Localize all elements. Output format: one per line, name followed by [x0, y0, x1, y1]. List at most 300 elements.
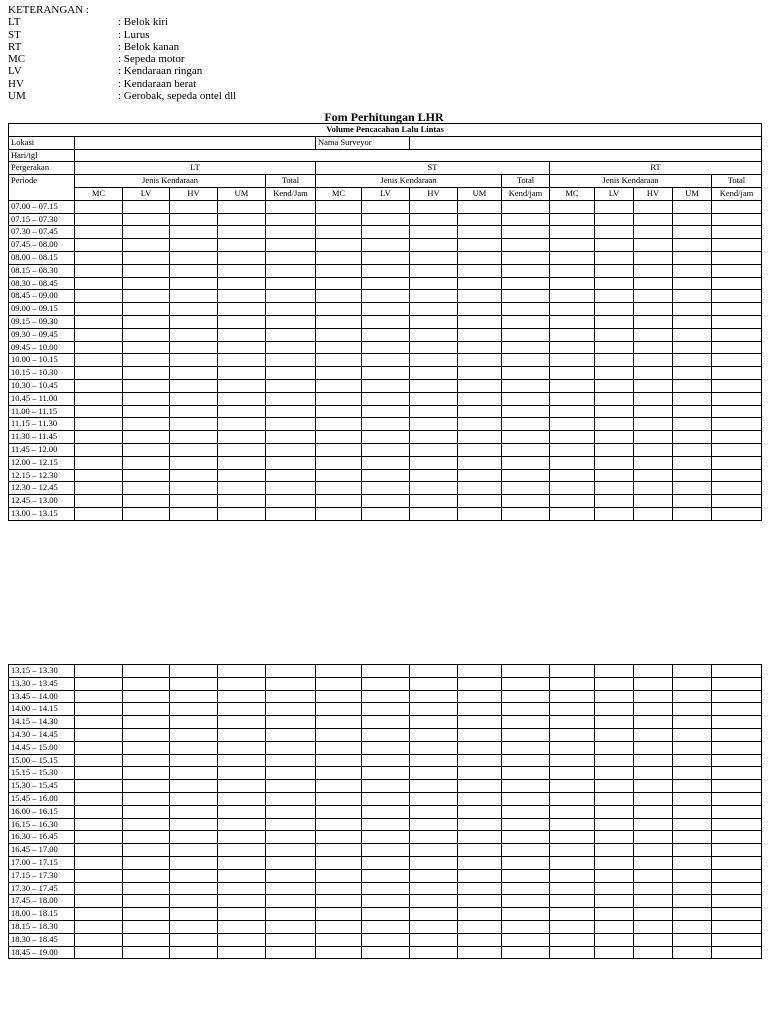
count-cell[interactable]	[123, 367, 170, 380]
count-cell[interactable]	[170, 767, 218, 780]
count-cell[interactable]	[550, 716, 595, 729]
count-cell[interactable]	[595, 200, 634, 213]
count-cell[interactable]	[170, 495, 218, 508]
count-cell[interactable]	[595, 315, 634, 328]
count-cell[interactable]	[123, 933, 170, 946]
count-cell[interactable]	[458, 844, 502, 857]
count-cell[interactable]	[218, 933, 266, 946]
count-cell[interactable]	[458, 200, 502, 213]
count-cell[interactable]	[458, 456, 502, 469]
count-cell[interactable]	[712, 844, 762, 857]
count-cell[interactable]	[673, 200, 712, 213]
count-cell[interactable]	[170, 264, 218, 277]
count-cell[interactable]	[266, 767, 316, 780]
count-cell[interactable]	[362, 507, 410, 520]
count-cell[interactable]	[266, 431, 316, 444]
count-cell[interactable]	[502, 354, 550, 367]
count-cell[interactable]	[673, 792, 712, 805]
count-cell[interactable]	[673, 818, 712, 831]
count-cell[interactable]	[410, 495, 458, 508]
count-cell[interactable]	[550, 341, 595, 354]
count-cell[interactable]	[458, 328, 502, 341]
count-cell[interactable]	[170, 328, 218, 341]
count-cell[interactable]	[218, 703, 266, 716]
count-cell[interactable]	[595, 677, 634, 690]
count-cell[interactable]	[362, 920, 410, 933]
count-cell[interactable]	[218, 341, 266, 354]
count-cell[interactable]	[502, 728, 550, 741]
count-cell[interactable]	[502, 315, 550, 328]
count-cell[interactable]	[595, 665, 634, 678]
count-cell[interactable]	[170, 277, 218, 290]
count-cell[interactable]	[458, 728, 502, 741]
count-cell[interactable]	[634, 946, 673, 959]
count-cell[interactable]	[502, 303, 550, 316]
count-cell[interactable]	[170, 239, 218, 252]
count-cell[interactable]	[458, 767, 502, 780]
count-cell[interactable]	[673, 443, 712, 456]
count-cell[interactable]	[673, 495, 712, 508]
count-cell[interactable]	[218, 469, 266, 482]
count-cell[interactable]	[75, 716, 123, 729]
count-cell[interactable]	[550, 367, 595, 380]
count-cell[interactable]	[595, 354, 634, 367]
count-cell[interactable]	[550, 405, 595, 418]
count-cell[interactable]	[316, 818, 362, 831]
count-cell[interactable]	[75, 780, 123, 793]
count-cell[interactable]	[170, 418, 218, 431]
count-cell[interactable]	[712, 264, 762, 277]
count-cell[interactable]	[75, 767, 123, 780]
count-cell[interactable]	[362, 200, 410, 213]
count-cell[interactable]	[75, 665, 123, 678]
count-cell[interactable]	[123, 908, 170, 921]
count-cell[interactable]	[458, 443, 502, 456]
count-cell[interactable]	[410, 264, 458, 277]
count-cell[interactable]	[266, 251, 316, 264]
count-cell[interactable]	[362, 418, 410, 431]
count-cell[interactable]	[170, 856, 218, 869]
count-cell[interactable]	[218, 767, 266, 780]
count-cell[interactable]	[673, 277, 712, 290]
count-cell[interactable]	[123, 920, 170, 933]
count-cell[interactable]	[316, 805, 362, 818]
count-cell[interactable]	[75, 507, 123, 520]
count-cell[interactable]	[410, 315, 458, 328]
count-cell[interactable]	[123, 226, 170, 239]
count-cell[interactable]	[634, 754, 673, 767]
count-cell[interactable]	[218, 431, 266, 444]
count-cell[interactable]	[550, 933, 595, 946]
count-cell[interactable]	[362, 792, 410, 805]
count-cell[interactable]	[362, 379, 410, 392]
count-cell[interactable]	[266, 690, 316, 703]
count-cell[interactable]	[123, 431, 170, 444]
count-cell[interactable]	[712, 482, 762, 495]
count-cell[interactable]	[75, 251, 123, 264]
count-cell[interactable]	[712, 379, 762, 392]
count-cell[interactable]	[595, 741, 634, 754]
count-cell[interactable]	[316, 341, 362, 354]
count-cell[interactable]	[316, 920, 362, 933]
count-cell[interactable]	[316, 354, 362, 367]
count-cell[interactable]	[712, 277, 762, 290]
count-cell[interactable]	[458, 341, 502, 354]
count-cell[interactable]	[673, 354, 712, 367]
count-cell[interactable]	[266, 418, 316, 431]
count-cell[interactable]	[634, 328, 673, 341]
count-cell[interactable]	[316, 456, 362, 469]
count-cell[interactable]	[123, 690, 170, 703]
count-cell[interactable]	[123, 703, 170, 716]
count-cell[interactable]	[75, 264, 123, 277]
count-cell[interactable]	[75, 690, 123, 703]
count-cell[interactable]	[673, 456, 712, 469]
count-cell[interactable]	[458, 226, 502, 239]
count-cell[interactable]	[634, 741, 673, 754]
count-cell[interactable]	[712, 780, 762, 793]
count-cell[interactable]	[634, 665, 673, 678]
count-cell[interactable]	[316, 239, 362, 252]
count-cell[interactable]	[218, 418, 266, 431]
count-cell[interactable]	[673, 367, 712, 380]
count-cell[interactable]	[673, 379, 712, 392]
count-cell[interactable]	[362, 277, 410, 290]
count-cell[interactable]	[673, 767, 712, 780]
count-cell[interactable]	[502, 226, 550, 239]
count-cell[interactable]	[362, 882, 410, 895]
count-cell[interactable]	[362, 690, 410, 703]
count-cell[interactable]	[550, 200, 595, 213]
count-cell[interactable]	[218, 226, 266, 239]
count-cell[interactable]	[712, 213, 762, 226]
count-cell[interactable]	[170, 920, 218, 933]
count-cell[interactable]	[712, 882, 762, 895]
count-cell[interactable]	[550, 856, 595, 869]
count-cell[interactable]	[634, 767, 673, 780]
count-cell[interactable]	[550, 482, 595, 495]
count-cell[interactable]	[550, 290, 595, 303]
count-cell[interactable]	[502, 443, 550, 456]
count-cell[interactable]	[218, 716, 266, 729]
count-cell[interactable]	[266, 741, 316, 754]
count-cell[interactable]	[362, 767, 410, 780]
count-cell[interactable]	[123, 379, 170, 392]
count-cell[interactable]	[266, 677, 316, 690]
count-cell[interactable]	[502, 392, 550, 405]
count-cell[interactable]	[170, 290, 218, 303]
count-cell[interactable]	[170, 341, 218, 354]
count-cell[interactable]	[673, 754, 712, 767]
count-cell[interactable]	[362, 264, 410, 277]
count-cell[interactable]	[410, 818, 458, 831]
count-cell[interactable]	[595, 895, 634, 908]
count-cell[interactable]	[502, 251, 550, 264]
count-cell[interactable]	[634, 818, 673, 831]
count-cell[interactable]	[218, 728, 266, 741]
count-cell[interactable]	[410, 792, 458, 805]
count-cell[interactable]	[170, 354, 218, 367]
count-cell[interactable]	[266, 456, 316, 469]
count-cell[interactable]	[362, 677, 410, 690]
count-cell[interactable]	[712, 200, 762, 213]
count-cell[interactable]	[634, 844, 673, 857]
count-cell[interactable]	[218, 895, 266, 908]
count-cell[interactable]	[550, 882, 595, 895]
count-cell[interactable]	[316, 251, 362, 264]
count-cell[interactable]	[502, 869, 550, 882]
count-cell[interactable]	[410, 200, 458, 213]
count-cell[interactable]	[316, 405, 362, 418]
count-cell[interactable]	[458, 665, 502, 678]
count-cell[interactable]	[550, 469, 595, 482]
count-cell[interactable]	[550, 754, 595, 767]
count-cell[interactable]	[410, 379, 458, 392]
count-cell[interactable]	[75, 379, 123, 392]
count-cell[interactable]	[502, 920, 550, 933]
count-cell[interactable]	[712, 290, 762, 303]
count-cell[interactable]	[634, 200, 673, 213]
count-cell[interactable]	[458, 920, 502, 933]
count-cell[interactable]	[410, 367, 458, 380]
count-cell[interactable]	[123, 443, 170, 456]
count-cell[interactable]	[634, 303, 673, 316]
count-cell[interactable]	[410, 392, 458, 405]
count-cell[interactable]	[218, 482, 266, 495]
count-cell[interactable]	[550, 354, 595, 367]
count-cell[interactable]	[458, 303, 502, 316]
count-cell[interactable]	[634, 933, 673, 946]
count-cell[interactable]	[316, 869, 362, 882]
count-cell[interactable]	[712, 665, 762, 678]
count-cell[interactable]	[458, 690, 502, 703]
count-cell[interactable]	[170, 728, 218, 741]
count-cell[interactable]	[502, 818, 550, 831]
count-cell[interactable]	[410, 213, 458, 226]
count-cell[interactable]	[712, 495, 762, 508]
lokasi-input[interactable]	[75, 136, 316, 149]
count-cell[interactable]	[502, 418, 550, 431]
count-cell[interactable]	[458, 792, 502, 805]
count-cell[interactable]	[410, 780, 458, 793]
count-cell[interactable]	[75, 831, 123, 844]
count-cell[interactable]	[410, 239, 458, 252]
count-cell[interactable]	[316, 303, 362, 316]
count-cell[interactable]	[75, 677, 123, 690]
count-cell[interactable]	[458, 780, 502, 793]
count-cell[interactable]	[634, 920, 673, 933]
count-cell[interactable]	[410, 482, 458, 495]
count-cell[interactable]	[218, 354, 266, 367]
count-cell[interactable]	[218, 792, 266, 805]
count-cell[interactable]	[362, 805, 410, 818]
count-cell[interactable]	[123, 946, 170, 959]
count-cell[interactable]	[266, 482, 316, 495]
count-cell[interactable]	[123, 665, 170, 678]
count-cell[interactable]	[502, 882, 550, 895]
count-cell[interactable]	[75, 213, 123, 226]
count-cell[interactable]	[123, 882, 170, 895]
count-cell[interactable]	[673, 703, 712, 716]
count-cell[interactable]	[410, 303, 458, 316]
count-cell[interactable]	[410, 920, 458, 933]
count-cell[interactable]	[218, 264, 266, 277]
count-cell[interactable]	[266, 507, 316, 520]
count-cell[interactable]	[502, 328, 550, 341]
count-cell[interactable]	[595, 703, 634, 716]
count-cell[interactable]	[316, 690, 362, 703]
count-cell[interactable]	[266, 354, 316, 367]
count-cell[interactable]	[712, 405, 762, 418]
count-cell[interactable]	[316, 844, 362, 857]
count-cell[interactable]	[712, 716, 762, 729]
count-cell[interactable]	[170, 690, 218, 703]
count-cell[interactable]	[410, 895, 458, 908]
count-cell[interactable]	[595, 495, 634, 508]
count-cell[interactable]	[218, 831, 266, 844]
count-cell[interactable]	[316, 895, 362, 908]
count-cell[interactable]	[123, 507, 170, 520]
count-cell[interactable]	[595, 882, 634, 895]
count-cell[interactable]	[362, 290, 410, 303]
count-cell[interactable]	[634, 367, 673, 380]
count-cell[interactable]	[170, 792, 218, 805]
count-cell[interactable]	[123, 482, 170, 495]
count-cell[interactable]	[458, 290, 502, 303]
count-cell[interactable]	[634, 895, 673, 908]
count-cell[interactable]	[266, 469, 316, 482]
count-cell[interactable]	[123, 780, 170, 793]
count-cell[interactable]	[266, 379, 316, 392]
count-cell[interactable]	[712, 443, 762, 456]
count-cell[interactable]	[362, 754, 410, 767]
count-cell[interactable]	[458, 367, 502, 380]
count-cell[interactable]	[170, 908, 218, 921]
count-cell[interactable]	[410, 665, 458, 678]
count-cell[interactable]	[362, 443, 410, 456]
count-cell[interactable]	[502, 482, 550, 495]
count-cell[interactable]	[550, 226, 595, 239]
count-cell[interactable]	[410, 290, 458, 303]
count-cell[interactable]	[362, 946, 410, 959]
count-cell[interactable]	[218, 677, 266, 690]
count-cell[interactable]	[266, 716, 316, 729]
count-cell[interactable]	[316, 946, 362, 959]
count-cell[interactable]	[266, 665, 316, 678]
count-cell[interactable]	[634, 213, 673, 226]
count-cell[interactable]	[362, 469, 410, 482]
count-cell[interactable]	[550, 507, 595, 520]
count-cell[interactable]	[266, 213, 316, 226]
count-cell[interactable]	[458, 818, 502, 831]
count-cell[interactable]	[458, 418, 502, 431]
count-cell[interactable]	[218, 665, 266, 678]
count-cell[interactable]	[712, 328, 762, 341]
count-cell[interactable]	[550, 818, 595, 831]
count-cell[interactable]	[362, 431, 410, 444]
count-cell[interactable]	[673, 328, 712, 341]
count-cell[interactable]	[266, 264, 316, 277]
count-cell[interactable]	[123, 856, 170, 869]
count-cell[interactable]	[170, 946, 218, 959]
count-cell[interactable]	[410, 831, 458, 844]
count-cell[interactable]	[550, 443, 595, 456]
count-cell[interactable]	[550, 213, 595, 226]
count-cell[interactable]	[362, 405, 410, 418]
count-cell[interactable]	[673, 418, 712, 431]
count-cell[interactable]	[634, 677, 673, 690]
count-cell[interactable]	[502, 469, 550, 482]
count-cell[interactable]	[712, 690, 762, 703]
count-cell[interactable]	[673, 251, 712, 264]
count-cell[interactable]	[170, 933, 218, 946]
count-cell[interactable]	[218, 856, 266, 869]
count-cell[interactable]	[410, 882, 458, 895]
count-cell[interactable]	[458, 856, 502, 869]
count-cell[interactable]	[458, 264, 502, 277]
count-cell[interactable]	[75, 703, 123, 716]
count-cell[interactable]	[75, 844, 123, 857]
count-cell[interactable]	[712, 792, 762, 805]
count-cell[interactable]	[458, 495, 502, 508]
count-cell[interactable]	[712, 946, 762, 959]
count-cell[interactable]	[218, 367, 266, 380]
count-cell[interactable]	[550, 792, 595, 805]
surveyor-input[interactable]	[410, 136, 762, 149]
count-cell[interactable]	[266, 328, 316, 341]
count-cell[interactable]	[218, 392, 266, 405]
count-cell[interactable]	[595, 716, 634, 729]
count-cell[interactable]	[75, 443, 123, 456]
count-cell[interactable]	[362, 482, 410, 495]
count-cell[interactable]	[123, 677, 170, 690]
count-cell[interactable]	[362, 780, 410, 793]
count-cell[interactable]	[712, 392, 762, 405]
count-cell[interactable]	[712, 456, 762, 469]
count-cell[interactable]	[170, 677, 218, 690]
count-cell[interactable]	[266, 226, 316, 239]
count-cell[interactable]	[595, 443, 634, 456]
count-cell[interactable]	[123, 405, 170, 418]
count-cell[interactable]	[595, 264, 634, 277]
count-cell[interactable]	[316, 831, 362, 844]
count-cell[interactable]	[634, 405, 673, 418]
count-cell[interactable]	[316, 431, 362, 444]
count-cell[interactable]	[410, 741, 458, 754]
count-cell[interactable]	[458, 213, 502, 226]
count-cell[interactable]	[410, 507, 458, 520]
count-cell[interactable]	[218, 741, 266, 754]
count-cell[interactable]	[712, 895, 762, 908]
count-cell[interactable]	[458, 716, 502, 729]
count-cell[interactable]	[266, 303, 316, 316]
count-cell[interactable]	[634, 690, 673, 703]
count-cell[interactable]	[316, 315, 362, 328]
count-cell[interactable]	[218, 443, 266, 456]
count-cell[interactable]	[170, 251, 218, 264]
count-cell[interactable]	[123, 767, 170, 780]
count-cell[interactable]	[170, 895, 218, 908]
count-cell[interactable]	[170, 507, 218, 520]
count-cell[interactable]	[673, 677, 712, 690]
count-cell[interactable]	[673, 303, 712, 316]
count-cell[interactable]	[362, 239, 410, 252]
count-cell[interactable]	[266, 443, 316, 456]
count-cell[interactable]	[502, 908, 550, 921]
count-cell[interactable]	[266, 367, 316, 380]
count-cell[interactable]	[266, 703, 316, 716]
count-cell[interactable]	[712, 818, 762, 831]
